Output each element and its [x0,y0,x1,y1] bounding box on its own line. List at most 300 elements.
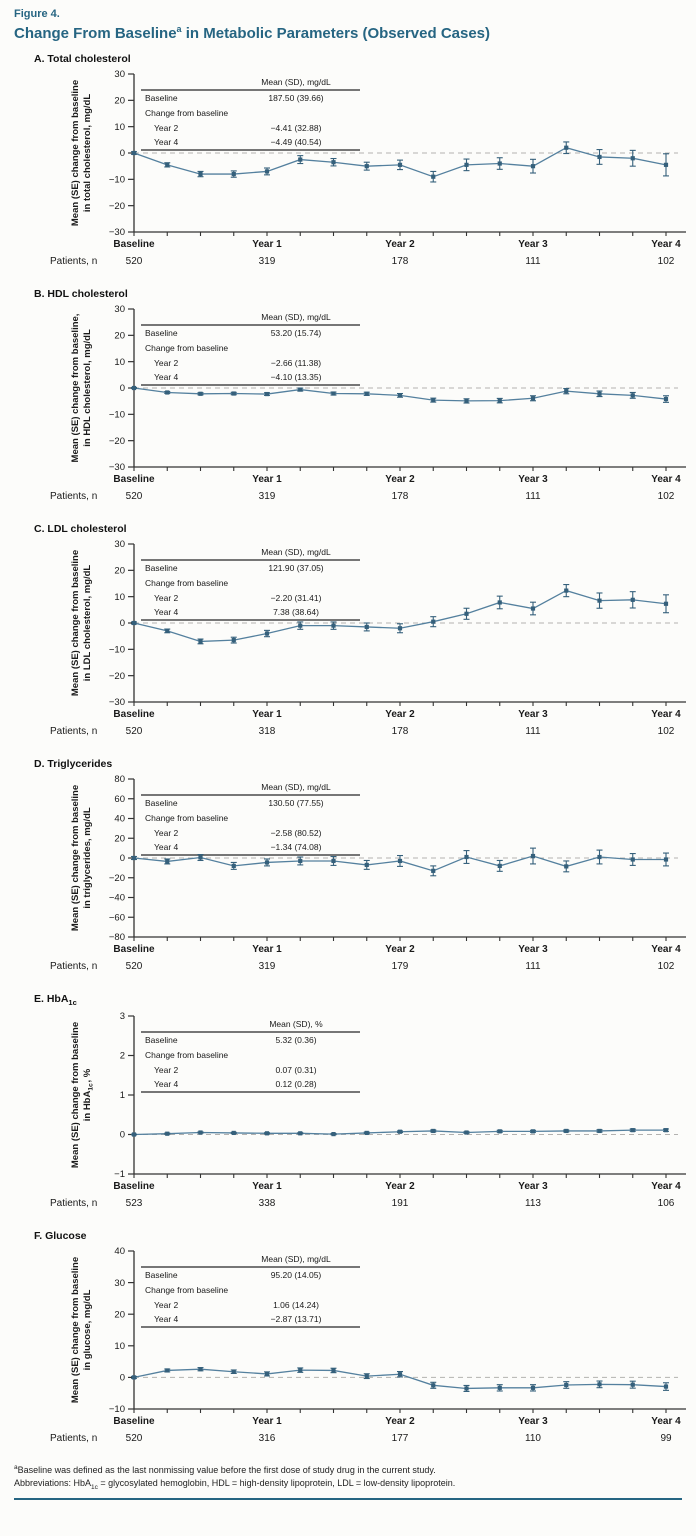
data-point [431,175,435,179]
data-point [398,1130,402,1134]
panels-container [14,53,682,1455]
svg-text:80: 80 [114,774,125,786]
svg-text:Baseline: Baseline [113,1416,155,1428]
data-point [365,863,369,867]
y-axis [109,304,134,473]
svg-text:20: 20 [114,565,125,577]
data-point [664,1128,668,1132]
svg-text:Patients, n: Patients, n [50,1198,98,1210]
svg-text:0: 0 [119,853,125,865]
svg-text:Patients, n: Patients, n [50,1433,98,1445]
panel-title-F: F. Glucose [34,1230,87,1243]
svg-text:Year 3: Year 3 [518,239,548,251]
y-axis-title [70,80,93,226]
svg-text:177: 177 [391,1433,409,1445]
data-point [265,170,269,174]
svg-text:318: 318 [258,726,276,738]
data-point [597,855,601,859]
data-point [165,1132,169,1136]
chart-panel-B [14,288,682,513]
data-point [631,858,635,862]
data-point [132,856,136,860]
data-point [664,397,668,401]
footnote-abbreviations: Abbreviations: HbA$_{1c}$ = glycosylated hemoglobin, HDL = high-density lipoprotein, LDL = low-density lipoprotein. [14,1477,456,1491]
svg-text:in HbA1c , %: in HbA$_{1c}$ , % [82,1069,95,1122]
bottom-accent-rule [14,1498,682,1500]
chart-E [14,1008,696,1220]
data-point [464,855,468,859]
data-point [165,860,169,864]
svg-text:Baseline: Baseline [113,474,155,486]
svg-text:Patients, n: Patients, n [50,256,98,268]
svg-text:319: 319 [258,256,276,268]
data-point [398,1372,402,1376]
data-point [132,1133,136,1137]
data-point [298,1131,302,1135]
svg-text:Mean (SD), %: Mean (SD), % [269,1019,323,1030]
data-point [398,626,402,630]
panel-title-C: C. LDL cholesterol [34,523,127,536]
svg-text:523: 523 [125,1198,143,1210]
patients-row [50,1198,675,1209]
chart-F [14,1243,696,1455]
data-point [165,163,169,167]
svg-text:−1: −1 [114,1169,125,1181]
panel-title-E: E. HbA$_{1c}$ [34,993,77,1008]
data-point [597,599,601,603]
data-point [198,856,202,860]
data-point [232,638,236,642]
svg-text:Year 1: Year 1 [252,474,282,486]
svg-text:0: 0 [119,383,125,395]
svg-text:Change from baseline: Change from baseline [145,578,229,589]
svg-text:20: 20 [114,833,125,845]
data-point [198,640,202,644]
inset-stats-table [141,547,360,620]
svg-text:Year 4: Year 4 [651,1181,681,1193]
data-point [464,1387,468,1391]
data-point [531,396,535,400]
svg-text:Year 1: Year 1 [252,239,282,251]
data-point [398,859,402,863]
inset-stats-table [141,782,360,855]
svg-text:99: 99 [660,1433,672,1445]
svg-text:in LDL cholesterol, mg/dL: in LDL cholesterol, mg/dL [82,564,93,682]
svg-text:110: 110 [525,1433,541,1445]
data-point [431,1129,435,1133]
data-point [298,158,302,162]
svg-text:Baseline: Baseline [113,944,155,956]
data-point [464,1131,468,1135]
svg-text:−1.34 (74.08): −1.34 (74.08) [270,842,322,853]
svg-text:Baseline: Baseline [145,1035,178,1046]
svg-text:520: 520 [125,1433,143,1445]
data-point [498,601,502,605]
inset-stats-table [141,312,360,385]
data-point [498,1386,502,1390]
panel-title-D: D. Triglycerides [34,758,113,771]
svg-text:111: 111 [525,491,541,503]
data-point [265,392,269,396]
data-point [198,392,202,396]
svg-text:Year 2: Year 2 [154,1065,179,1076]
data-point [365,392,369,396]
data-point [265,632,269,636]
error-bars [131,848,669,876]
data-point [498,1130,502,1134]
svg-text:10: 10 [114,592,125,604]
y-axis [109,69,134,238]
svg-text:10: 10 [114,357,125,369]
svg-text:0.12 (0.28): 0.12 (0.28) [275,1079,317,1090]
svg-text:−40: −40 [108,892,125,904]
svg-text:Year 2: Year 2 [154,593,179,604]
svg-text:20: 20 [114,330,125,342]
svg-text:102: 102 [657,256,675,268]
svg-text:2: 2 [119,1050,125,1062]
data-point [498,399,502,403]
footnotes [14,1463,682,1491]
svg-text:Year 1: Year 1 [252,1181,282,1193]
x-axis [113,937,686,955]
svg-text:95.20 (14.05): 95.20 (14.05) [270,1270,322,1281]
svg-text:60: 60 [114,794,125,806]
svg-text:Mean (SE) change from baseline: Mean (SE) change from baseline, [70,313,81,463]
chart-A [14,66,696,278]
svg-text:−4.10 (13.35): −4.10 (13.35) [270,372,322,383]
svg-text:111: 111 [525,256,541,268]
svg-text:53.20 (15.74): 53.20 (15.74) [270,328,322,339]
chart-panel-A [14,53,682,278]
data-point [232,864,236,868]
data-point [664,858,668,862]
data-point [631,1128,635,1132]
data-point [331,392,335,396]
data-point [564,1383,568,1387]
data-point [165,391,169,395]
data-point [331,859,335,863]
error-bars [131,142,669,182]
svg-text:Year 4: Year 4 [651,709,681,721]
svg-text:121.90 (37.05): 121.90 (37.05) [268,563,324,574]
svg-text:0.07 (0.31): 0.07 (0.31) [275,1065,317,1076]
svg-text:Year 2: Year 2 [154,123,179,134]
data-point [431,869,435,873]
data-point [431,398,435,402]
y-axis [109,774,134,943]
svg-text:319: 319 [258,961,276,973]
data-point [631,1383,635,1387]
svg-text:Change from baseline: Change from baseline [145,1285,229,1296]
data-point [132,1376,136,1380]
inset-stats-table [141,1254,360,1327]
data-point [531,854,535,858]
data-point [331,160,335,164]
svg-text:−2.20 (31.41): −2.20 (31.41) [270,593,322,604]
svg-text:Mean (SD), mg/dL: Mean (SD), mg/dL [261,547,331,558]
svg-text:Year 4: Year 4 [651,474,681,486]
svg-text:191: 191 [391,1198,409,1210]
svg-text:Year 3: Year 3 [518,944,548,956]
data-point [631,156,635,160]
chart-panel-F [14,1230,682,1455]
svg-text:Patients, n: Patients, n [50,726,98,738]
svg-text:Baseline: Baseline [113,239,155,251]
data-point [198,1367,202,1371]
svg-text:30: 30 [114,69,125,81]
data-point [265,861,269,865]
panel-title-A: A. Total cholesterol [34,53,131,66]
svg-text:Year 2: Year 2 [385,474,415,486]
data-point [498,864,502,868]
svg-text:20: 20 [114,1309,125,1321]
data-point [198,172,202,176]
svg-text:−4.41 (32.88): −4.41 (32.88) [270,123,322,134]
svg-text:Mean (SD), mg/dL: Mean (SD), mg/dL [261,312,331,323]
svg-text:Year 4: Year 4 [651,239,681,251]
svg-text:Year 2: Year 2 [154,358,179,369]
svg-text:Year 3: Year 3 [518,709,548,721]
svg-text:in HDL cholesterol, mg/dL: in HDL cholesterol, mg/dL [82,329,93,447]
svg-text:Baseline: Baseline [113,1181,155,1193]
data-point [464,612,468,616]
svg-text:Baseline: Baseline [145,328,178,339]
svg-text:−2.58 (80.52): −2.58 (80.52) [270,828,322,839]
data-point [498,162,502,166]
svg-text:in total cholesterol, mg/dL: in total cholesterol, mg/dL [82,94,93,213]
svg-text:0: 0 [119,148,125,160]
svg-text:Year 2: Year 2 [385,239,415,251]
svg-text:Patients, n: Patients, n [50,961,98,973]
inset-stats-table [141,77,360,150]
svg-text:338: 338 [258,1198,276,1210]
data-point [331,1132,335,1136]
svg-text:Change from baseline: Change from baseline [145,813,229,824]
data-point [431,1383,435,1387]
svg-text:520: 520 [125,726,143,738]
svg-text:Year 3: Year 3 [518,1416,548,1428]
svg-text:Year 1: Year 1 [252,944,282,956]
svg-text:Year 2: Year 2 [385,1181,415,1193]
svg-text:Mean (SD), mg/dL: Mean (SD), mg/dL [261,1254,331,1265]
svg-text:Year 3: Year 3 [518,474,548,486]
svg-text:10: 10 [114,1341,125,1353]
data-point [564,589,568,593]
svg-text:Baseline: Baseline [145,1270,178,1281]
svg-text:30: 30 [114,304,125,316]
svg-text:Year 2: Year 2 [385,944,415,956]
chart-B [14,301,696,513]
svg-text:Mean (SE) change from baseline: Mean (SE) change from baseline [70,550,81,697]
svg-text:10: 10 [114,122,125,134]
svg-text:Mean (SE) change from baseline: Mean (SE) change from baseline [70,785,81,932]
y-axis-title [70,1022,95,1168]
data-point [331,1369,335,1373]
svg-text:Baseline: Baseline [113,709,155,721]
svg-text:Year 4: Year 4 [651,1416,681,1428]
data-point [298,624,302,628]
svg-text:113: 113 [525,1198,541,1210]
data-point [165,1369,169,1373]
svg-text:30: 30 [114,1278,125,1290]
svg-text:30: 30 [114,539,125,551]
svg-text:178: 178 [391,256,409,268]
figure-title: Change From Baseline$^a$ in Metabolic Parameters (Observed Cases) [14,24,491,43]
data-point [664,1385,668,1389]
data-point [531,1386,535,1390]
y-axis-title [70,785,93,931]
data-point [398,393,402,397]
svg-text:−10: −10 [108,174,125,186]
data-point [365,1374,369,1378]
data-point [631,393,635,397]
svg-text:Patients, n: Patients, n [50,491,98,503]
data-point [132,621,136,625]
svg-text:−10: −10 [108,409,125,421]
data-point [464,163,468,167]
svg-text:−20: −20 [108,201,125,213]
data-series [134,591,666,642]
data-point [232,392,236,396]
svg-text:Year 2: Year 2 [154,828,179,839]
svg-text:−2.66 (11.38): −2.66 (11.38) [270,358,322,369]
y-axis-title [70,550,93,696]
panel-title-B: B. HDL cholesterol [34,288,128,301]
svg-text:Baseline: Baseline [145,93,178,104]
data-point [597,1383,601,1387]
svg-text:178: 178 [391,726,409,738]
chart-panel-D [14,758,682,983]
svg-text:Year 4: Year 4 [154,137,179,148]
svg-text:520: 520 [125,491,143,503]
error-bars [131,585,669,644]
svg-text:Year 4: Year 4 [154,372,179,383]
patients-row [50,726,675,737]
data-point [631,598,635,602]
chart-D [14,771,696,983]
data-point [464,399,468,403]
data-point [365,1131,369,1135]
svg-text:102: 102 [657,726,675,738]
svg-text:−30: −30 [108,697,125,709]
patients-row [50,491,675,502]
patients-row [50,256,675,267]
svg-text:Year 4: Year 4 [651,944,681,956]
svg-text:7.38 (38.64): 7.38 (38.64) [273,607,319,618]
svg-text:1.06 (14.24): 1.06 (14.24) [273,1300,319,1311]
y-axis-title [70,314,93,463]
svg-text:111: 111 [525,726,541,738]
svg-text:Baseline: Baseline [145,798,178,809]
svg-text:3: 3 [119,1011,125,1023]
data-point [531,164,535,168]
svg-text:102: 102 [657,491,675,503]
data-point [431,620,435,624]
svg-text:in triglycerides, mg/dL: in triglycerides, mg/dL [82,807,93,909]
svg-text:−60: −60 [108,912,125,924]
svg-text:−20: −20 [108,873,125,885]
svg-text:−30: −30 [108,462,125,474]
chart-panel-E [14,993,682,1220]
svg-text:−80: −80 [108,932,125,944]
svg-text:Baseline: Baseline [145,563,178,574]
data-point [198,1131,202,1135]
svg-text:Mean (SD), mg/dL: Mean (SD), mg/dL [261,782,331,793]
svg-text:178: 178 [391,491,409,503]
svg-text:20: 20 [114,95,125,107]
svg-text:187.50 (39.66): 187.50 (39.66) [268,93,324,104]
data-point [365,164,369,168]
svg-text:Mean (SD), mg/dL: Mean (SD), mg/dL [261,77,331,88]
data-point [597,392,601,396]
data-point [597,1129,601,1133]
y-axis-title [70,1257,93,1403]
data-point [597,155,601,159]
svg-text:Mean (SE) change from baseline: Mean (SE) change from baseline [70,1022,81,1169]
data-point [398,163,402,167]
chart-C [14,536,696,748]
data-point [165,629,169,633]
svg-text:Year 1: Year 1 [252,1416,282,1428]
y-axis [109,539,134,708]
data-point [564,864,568,868]
svg-text:Year 4: Year 4 [154,1079,179,1090]
svg-text:319: 319 [258,491,276,503]
data-point [298,388,302,392]
data-point [531,607,535,611]
svg-text:5.32 (0.36): 5.32 (0.36) [275,1035,317,1046]
svg-text:−20: −20 [108,436,125,448]
data-point [298,859,302,863]
svg-text:179: 179 [391,961,409,973]
svg-text:130.50 (77.55): 130.50 (77.55) [268,798,324,809]
patients-row [50,1433,672,1444]
x-axis [113,1174,686,1192]
svg-text:−4.49 (40.54): −4.49 (40.54) [270,137,322,148]
data-point [564,146,568,150]
data-point [132,151,136,155]
data-point [265,1131,269,1135]
svg-text:Year 2: Year 2 [154,1300,179,1311]
data-point [664,602,668,606]
svg-text:Year 4: Year 4 [154,607,179,618]
svg-text:Mean (SE) change from baseline: Mean (SE) change from baseline [70,1257,81,1404]
data-point [365,625,369,629]
footnote-baseline-definition: $^a$Baseline was defined as the last nonmissing value before the first dose of study drug in the current study. [14,1464,436,1476]
svg-text:Change from baseline: Change from baseline [145,343,229,354]
data-point [564,1129,568,1133]
svg-text:−20: −20 [108,671,125,683]
svg-text:−10: −10 [108,644,125,656]
data-point [265,1372,269,1376]
inset-stats-table [141,1019,360,1092]
data-point [531,1130,535,1134]
patients-row [50,961,675,972]
data-point [564,389,568,393]
svg-text:1: 1 [119,1090,125,1102]
data-point [232,1370,236,1374]
figure-number-label: Figure 4. [14,8,60,20]
svg-text:−2.87 (13.71): −2.87 (13.71) [270,1314,322,1325]
svg-text:Mean (SE) change from baseline: Mean (SE) change from baseline [70,80,81,227]
chart-panel-C [14,523,682,748]
svg-text:−10: −10 [108,1404,125,1416]
x-axis [113,1409,686,1427]
data-point [132,386,136,390]
svg-text:Year 3: Year 3 [518,1181,548,1193]
svg-text:40: 40 [114,1246,125,1258]
svg-text:Year 4: Year 4 [154,1314,179,1325]
